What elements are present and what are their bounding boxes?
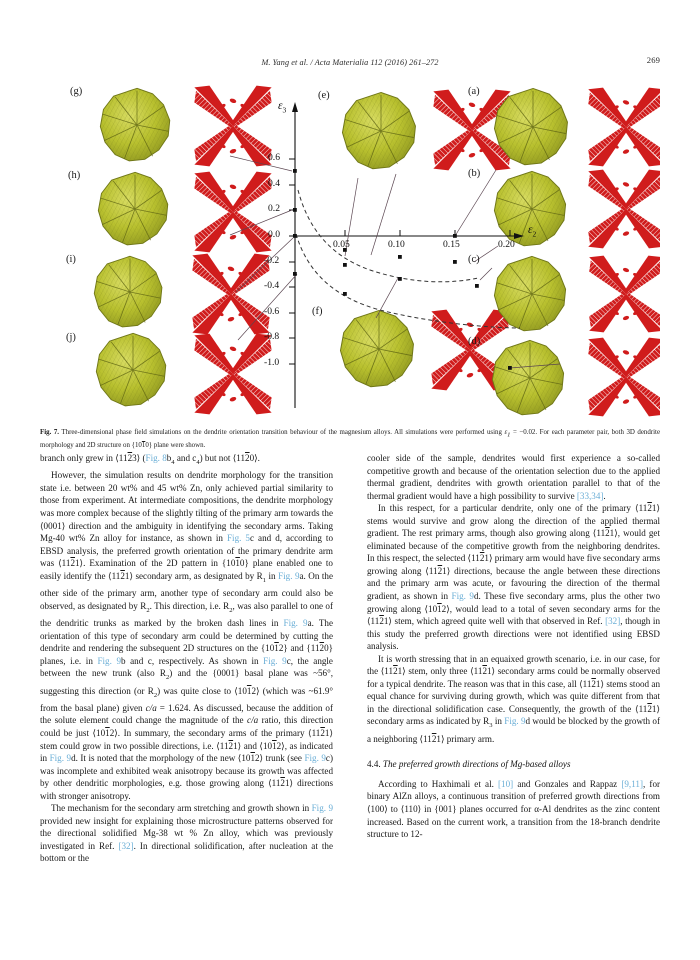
body-paragraph [367, 452, 660, 502]
cross-reference-link[interactable]: Fig. 5 [227, 533, 250, 544]
ytick-1: 0.4 [268, 178, 280, 189]
subscript: 1 [262, 576, 267, 584]
ytick-7: -0.8 [264, 331, 280, 342]
section-heading [367, 758, 660, 771]
panel-g [100, 86, 271, 167]
xtick-0: 0.05 [333, 239, 350, 250]
text-run: d. These five secondary arms, plus the other two growing along ⟨10 [367, 591, 660, 614]
text-run: ratio, this direction could be just ⟨10 [40, 715, 333, 738]
xtick-2: 0.15 [443, 239, 460, 250]
text-run: , was also parallel to one of the dendritic trunks as marked by the broken dash lines in [40, 600, 334, 628]
ytick-0: 0.6 [268, 152, 280, 163]
text-run: b and c, respectively. As shown in [121, 655, 264, 666]
italic-term: c/a [247, 715, 259, 726]
ytick-3: 0.0 [268, 229, 280, 240]
panel-i [94, 254, 269, 335]
overline-index: 2 [647, 503, 652, 514]
ytick-2: 0.2 [268, 203, 280, 214]
text-run: d. It is noted that the morphology of the new ⟨10 [71, 753, 251, 764]
text-run: 1⟩. Examination of the 2D pattern in {10 [75, 558, 236, 569]
right-column [367, 452, 660, 922]
text-run: 2⟩, would lead to a total of seven secondary arms for the ⟨11 [367, 603, 661, 627]
body-paragraph [40, 802, 333, 865]
xtick-1: 0.10 [388, 239, 405, 250]
text-run: . This direction, i.e. R [149, 600, 230, 611]
panel-label-c: (c) [468, 254, 480, 265]
y-axis-label: $\varepsilon_3$ [278, 100, 287, 115]
text-run: ) but not ⟨11 [199, 453, 246, 463]
overline-index: 2 [127, 453, 133, 463]
text-run: c) was incomplete and exhibited weak anisotropy because its growth was affected by other dendritic morphologies, e.g. those growing along ⟨11 [40, 753, 333, 789]
text-run: 1⟩, would get eliminated because of the competitive growth from the neighboring dendrites. In this respect, the selected ⟨11 [367, 528, 660, 564]
figure-7-graphic [40, 78, 660, 426]
text-run: 2⟩, as indicated in [40, 740, 333, 764]
text-run: 1⟩ secondary arm, as designated by R [124, 570, 263, 581]
section-title: The preferred growth directions of Mg-based alloys [382, 759, 571, 770]
italic-term: c/a [145, 702, 157, 713]
panel-label-d: (d) [468, 336, 481, 347]
cross-reference-link[interactable]: Fig. 8 [145, 453, 167, 463]
text-run: 1⟩ secondary arms could be normally observed for a typical dendrite. The reason was that in this case, all ⟨11 [367, 666, 660, 689]
body-paragraph [367, 502, 660, 653]
text-run: 2⟩. In summary, the secondary arms of the primary ⟨11 [109, 728, 321, 738]
text-run: d would be blocked by the growth of a neighboring ⟨11 [367, 716, 661, 744]
text-run: In this respect, for a particular dendrite, only one of the primary ⟨11 [378, 503, 648, 514]
text-run: and Gonzales and Rappaz [513, 778, 622, 789]
overline-index: 2 [393, 666, 398, 677]
overline-index: 2 [120, 570, 125, 581]
body-columns [40, 452, 660, 922]
subscript: 3 [489, 722, 493, 730]
left-column [40, 452, 333, 922]
overline-index: 2 [605, 528, 610, 539]
subscript: 2 [165, 674, 170, 681]
figure-caption-label: Fig. 7. [40, 429, 59, 436]
text-run: in [266, 570, 279, 581]
panel-label-g: (g) [70, 86, 83, 97]
panel-j [96, 333, 271, 414]
overline-index: 1 [274, 643, 279, 654]
text-run: , for binary AlZn alloys, a continuous transition of preferred growth directions from ⟨100⟩ to ⟨110⟩ in {001} planes occurred for α-Al dendrites as the zinc content increased. Based on the current work, a transition from the 18-branch dendrite structure to 12- [367, 778, 661, 840]
text-run: It is worth stressing that in an equaixed growth scenario, i.e. in our case, for the ⟨11 [367, 653, 660, 677]
body-paragraph [367, 778, 660, 841]
text-run: 1⟩ stem could grow in two possible directions, i.e. ⟨11 [40, 728, 334, 751]
text-run: c and d, according to EBSD analysis, the preferred growth orientation of the primary dendrite arm was ⟨11 [40, 533, 333, 569]
text-run: a. On the other side of the primary arm, another type of secondary arm could also be observed, as designated by R [40, 570, 334, 611]
panel-label-h: (h) [68, 170, 81, 181]
overline-index: 2 [379, 616, 384, 627]
overline-index: 2 [431, 733, 437, 744]
text-run: cooler side of the sample, dendrites would first experience a so-called competitive growth and because of the orientation selection due to the applied thermal gradient, dendrites with growth orientation parallel to that of the thermal gradient would have a high possibility to survive [367, 453, 660, 501]
body-paragraph [40, 452, 333, 469]
overline-index: 1 [235, 558, 240, 569]
panel-label-b: (b) [468, 168, 481, 179]
text-run: and c [174, 453, 197, 463]
cross-reference-link[interactable]: Fig. 9 [311, 803, 333, 814]
text-run: ) and the {0001} basal plane was ~56°, suggesting this direction (or R [40, 668, 333, 696]
panel-c [494, 256, 660, 333]
overline-index: 2 [228, 740, 234, 751]
ytick-8: -1.0 [264, 357, 280, 368]
text-run: provided new insight for explaining those microstructure patterns observed for the directional solidified Mg-38 wt % Zn alloy, which was previously investigated in Ref. [40, 815, 333, 851]
cross-reference-link[interactable]: [33,34] [576, 490, 604, 501]
panel-d [492, 338, 660, 417]
overline-index: 1 [246, 685, 252, 696]
text-run: 1⟩ directions with stronger anisotropy. [40, 778, 333, 801]
running-head-citation: M. Yang et al. / Acta Materialia 112 (2016) 261–272 [261, 57, 439, 67]
figure-7 [40, 78, 660, 426]
text-run: 0⟩. [249, 453, 260, 463]
text-run: in [492, 716, 505, 727]
text-run: b [166, 453, 172, 463]
subscript: 2 [146, 606, 150, 614]
text-run: 0} planes, i.e. in [40, 643, 333, 666]
text-run: 1⟩ primary arm. [436, 733, 495, 744]
cross-reference-link[interactable]: Fig. 9 [304, 753, 326, 764]
text-run: 1⟩ primary arm would have five secondary arms growing along ⟨11 [367, 553, 660, 576]
text-run: . [603, 490, 606, 501]
overline-index: 1 [105, 728, 110, 738]
overline-index: 2 [479, 553, 485, 564]
text-run: 1⟩ stems stood an equal chance for surviving during growth, which was quite different from that in the directional solidification case. Consequently, the growth of the ⟨11 [367, 678, 660, 714]
ytick-6: -0.6 [264, 306, 280, 317]
panel-label-i: (i) [66, 254, 76, 265]
subscript: 2 [153, 691, 158, 699]
text-run: 2⟩ (which was ~61.9° from the basal plane) given [40, 685, 334, 713]
xtick-3: 0.20 [498, 239, 515, 250]
cross-reference-link[interactable]: Fig. 9 [97, 655, 121, 666]
figure-caption [40, 428, 660, 451]
figure-caption-tail: 0} plane were shown. [145, 441, 206, 449]
caption-epsilon: $\varepsilon_1$ [504, 429, 511, 439]
overline-index: 1 [250, 753, 255, 764]
text-run: According to Haxhimali et al. [378, 778, 499, 789]
text-run: 1⟩ directions, because the angle between these directions and the primary arm was acute, or favouring the direction of the thermal gradient, as shown in [367, 565, 660, 602]
subscript: 4 [171, 458, 175, 466]
overline-index: 2 [437, 565, 443, 576]
panel-h [98, 172, 271, 253]
panel-label-e: (e) [318, 90, 330, 101]
cross-reference-link[interactable]: Fig. 9 [283, 618, 308, 628]
overline-index: 2 [482, 666, 487, 677]
cross-reference-link[interactable]: Fig. 9 [504, 716, 526, 727]
overline-index: 1 [437, 603, 442, 614]
subscript: 2 [229, 606, 233, 614]
x-axis-label: $\varepsilon_2$ [528, 224, 537, 239]
overline-index: 2 [591, 678, 596, 689]
panel-label-a: (a) [468, 86, 480, 97]
text-run: 1⟩ stem, only three ⟨11 [397, 666, 483, 677]
overline-index: 2 [319, 643, 325, 654]
panel-label-j: (j) [66, 332, 76, 343]
running-head [40, 55, 660, 69]
page-folio: 269 [646, 55, 660, 65]
cross-reference-link[interactable]: [9,11] [621, 778, 643, 789]
cross-reference-link[interactable]: Fig. 9 [451, 591, 474, 602]
figure-caption-eq: = −0.02. For each parameter pair, both 3D dendrite morphology and 2D structure on {10 [40, 429, 660, 449]
cross-reference-link[interactable]: Fig. 9 [278, 570, 300, 581]
panel-a [494, 88, 660, 167]
overline-index: 2 [280, 778, 285, 789]
panel-e [342, 90, 510, 171]
text-run: 3⟩ ( [132, 453, 146, 463]
cross-reference-link[interactable]: [32] [605, 616, 621, 627]
overline-index: 2 [70, 558, 75, 569]
panel-f [340, 310, 508, 391]
cross-reference-link[interactable]: Fig. 9 [263, 655, 287, 666]
text-run: 0} plane enabled one to easily identify the ⟨11 [40, 558, 333, 581]
text-run: . In directional solidification, after nucleation at the bottom or the [40, 840, 333, 864]
text-run: 1⟩ stem, which agreed quite well with that observed in Ref. [383, 616, 606, 627]
overline-index: 2 [245, 453, 250, 463]
cross-reference-link[interactable]: [32] [118, 840, 134, 851]
text-run: ) was quite close to ⟨10 [157, 685, 247, 696]
text-run: 1⟩ stems would survive and grow along the direction of the applied thermal gradient. The rest primary arms, though also growing along ⟨11 [367, 503, 660, 539]
subscript: 4 [196, 458, 200, 466]
text-run: However, the simulation results on dendrite morphology for the transition state i.e. between 20 wt% and 45 wt% Zn, only achieved partial similarity to those from experiment. At intermediate compositions, the dendrite morphology was more complex because of the slightly tilting of the primary arm towards the ⟨0001⟩ direction and the ambiguity in identifying the secondary arms. Taking Mg-40 wt% Zn alloy for instance, as shown in [40, 470, 333, 544]
body-paragraph [40, 469, 333, 802]
overline-index: 2 [647, 703, 652, 714]
figure-7-canvas [40, 78, 660, 426]
text-run: = 1.624. As discussed, because the addition of the solute element could change the magnitude of the [40, 702, 333, 726]
text-run: 2⟩ trunk (see [255, 753, 305, 764]
overline-index: 2 [320, 728, 325, 738]
section-number: 4.4. [367, 759, 383, 770]
text-run: 2} and {11 [278, 643, 320, 654]
body-paragraph [367, 653, 660, 746]
text-run: , though in this study the preferred growth directions were not identified using EBSD analysis. [367, 616, 661, 652]
overline-index: 1 [272, 740, 277, 751]
text-run: a. The orientation of this type of secondary arm could be determined by cutting the dendrite and rendering the subsequent 2D structures on the {10 [40, 618, 333, 654]
caption-overline-index: 1 [141, 441, 146, 449]
text-run: 1⟩ and ⟨10 [233, 740, 273, 751]
text-run: 1⟩ secondary arms as indicated by R [367, 703, 660, 727]
panel-label-f: (f) [312, 306, 323, 317]
cross-reference-link[interactable]: Fig. 9 [49, 753, 72, 764]
ytick-4: -0.2 [264, 255, 280, 266]
text-run: c, the angle between the new trunk (also R [40, 655, 333, 679]
figure-caption-text: Three-dimensional phase field simulations on the dendrite orientation transition behaviour of the magnesium alloys. All simulations were performed using [59, 429, 505, 436]
text-run: The mechanism for the secondary arm stretching and growth shown in [51, 803, 312, 814]
text-run: branch only grew in ⟨11 [40, 453, 128, 463]
cross-reference-link[interactable]: [10] [498, 778, 514, 789]
ytick-5: -0.4 [264, 280, 280, 291]
